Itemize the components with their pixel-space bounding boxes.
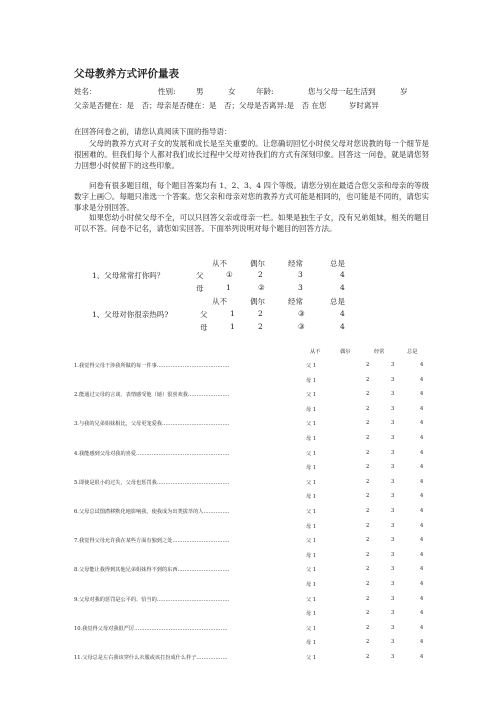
question-text: 9.父母对我的惩罚是公平的、恰当的…………………………………… (74, 596, 230, 603)
name-label: 姓名： (74, 87, 97, 96)
rating-option-4[interactable]: 4 (420, 522, 424, 529)
parent-option-1[interactable]: 父 1 (306, 567, 317, 574)
parent-option-1[interactable]: 父 1 (306, 363, 317, 369)
parent-option-1[interactable]: 母 1 (306, 465, 317, 472)
parent-option-1[interactable]: 父 1 (306, 479, 317, 486)
female-option: 女 (228, 87, 236, 96)
parent-option-1[interactable]: 母 1 (306, 611, 317, 618)
rating-option-2[interactable]: 2 (366, 493, 370, 500)
table-row (74, 406, 434, 415)
rating-option-4[interactable]: 4 (420, 362, 424, 368)
sex-label: 性别: (158, 87, 176, 96)
table-row (74, 654, 434, 663)
rating-option-4[interactable]: 4 (420, 639, 424, 646)
example-1-scale-sometimes: 偶尔 (250, 259, 265, 268)
example-2-scale-often: 经常 (288, 297, 303, 306)
rating-option-3[interactable]: 3 (391, 581, 395, 587)
rating-option-4[interactable]: 4 (420, 551, 424, 558)
example-2-scale-sometimes: 偶尔 (250, 297, 265, 306)
example-2-mother-v4: 4 (340, 322, 345, 331)
parent-option-1[interactable]: 母 1 (306, 377, 317, 384)
parent-option-1[interactable]: 父 1 (306, 625, 317, 632)
document-title: 父母教养方式评价量表 (74, 68, 179, 80)
instruction-paragraph-1: 父母的教养方式对子女的发展和成长是至关重要的。让您确切回忆小时侯父母对您说教的每一个细节是很困难的。但我们每个人都对我们成长过程中父母对待我们的方式有深刻印象。回答这一问卷，就是请您努力回想小时侯留下的这些印象。 (74, 139, 429, 170)
instruction-intro: 在回答问卷之前，请您认真阅读下面的指导语： (74, 127, 232, 136)
rating-option-2[interactable]: 2 (366, 551, 370, 558)
example-2-scale-never: 从不 (212, 297, 227, 306)
rating-option-3[interactable]: 3 (391, 493, 395, 500)
example-2-mother-v2: 2 (258, 322, 263, 331)
table-row (74, 581, 434, 590)
table-row (74, 464, 434, 473)
rating-option-2[interactable]: 2 (366, 624, 370, 631)
rating-option-3[interactable]: 3 (391, 610, 395, 617)
example-2-mother-label: 母 (200, 323, 208, 332)
rating-option-2[interactable]: 2 (366, 566, 370, 573)
rating-option-3[interactable]: 3 (391, 405, 395, 412)
example-2-father-v3: ③ (298, 309, 305, 318)
question-text: 6.父母总试图潜移默化地影响我，使我成为出类拔萃的人…………… (74, 509, 230, 515)
rating-option-2[interactable]: 2 (366, 405, 370, 412)
question-text: 10.我觉得父母对我很严厉……………………………………………… (74, 625, 228, 632)
parent-option-1[interactable]: 父 1 (306, 655, 317, 661)
example-1-scale-never: 从不 (212, 259, 227, 268)
instruction-paragraph-3: 如果您幼小时侯父母不全，可以只回答父亲或母亲一栏。如果是独生子女，没有兄弟姐妹，相关的题目可以不答。问卷不记名，请您如实回答。下面举列说明对每个题目的回答方法。 (74, 213, 429, 233)
respondent-info-line (74, 86, 434, 96)
table-row (74, 596, 434, 605)
example-1-question: 1、父母常常打你吗？ (92, 271, 165, 280)
rating-option-3[interactable]: 3 (391, 435, 395, 441)
rating-option-3[interactable]: 3 (391, 654, 395, 660)
rating-option-3[interactable]: 3 (391, 362, 395, 368)
example-1-scale-often: 经常 (288, 259, 303, 268)
table-row (74, 566, 434, 575)
example-1-father-label: 父 (196, 271, 204, 280)
parent-option-1[interactable]: 父 1 (306, 392, 317, 399)
table-row (74, 639, 434, 648)
rating-option-3[interactable]: 3 (391, 508, 395, 514)
rating-option-3[interactable]: 3 (391, 624, 395, 631)
rating-option-4[interactable]: 4 (420, 493, 424, 500)
table-row (74, 391, 434, 400)
question-text: 2.能通过父母的言谈、表情感受他（她）很喜欢我…………………… (74, 392, 230, 399)
rating-option-3[interactable]: 3 (391, 376, 395, 383)
example-2-father-label: 父 (200, 310, 208, 319)
question-text: 3.与我的兄弟姐妹相比，父母更宠爱我………………………………… (74, 421, 230, 428)
example-1-scale-always: 总是 (330, 259, 345, 268)
years-label: 岁 (400, 87, 408, 96)
table-row (74, 479, 434, 488)
rating-option-2[interactable]: 2 (366, 435, 370, 441)
parent-option-1[interactable]: 母 1 (306, 523, 317, 530)
example-1-mother-v4: 4 (340, 283, 345, 292)
header-never: 从不 (310, 349, 321, 355)
header-sometimes: 偶尔 (340, 349, 351, 355)
parent-option-1[interactable]: 父 1 (306, 596, 317, 603)
rating-option-3[interactable]: 3 (391, 566, 395, 573)
rating-option-2[interactable]: 2 (366, 449, 370, 456)
question-text: 11.父母总是左右我该穿什么衣服或该打扮成什么样子……………… (74, 655, 228, 661)
table-row (74, 420, 434, 429)
table-row (74, 610, 434, 619)
rating-option-3[interactable]: 3 (391, 639, 395, 646)
rating-option-2[interactable]: 2 (366, 522, 370, 529)
parent-option-1[interactable]: 母 1 (306, 494, 317, 501)
table-row (74, 625, 434, 634)
parent-option-1[interactable]: 母 1 (306, 406, 317, 413)
example-2-father-v2: 2 (258, 309, 263, 318)
rating-option-3[interactable]: 3 (391, 449, 395, 456)
rating-option-4[interactable]: 4 (420, 449, 424, 456)
rating-option-4[interactable]: 4 (420, 405, 424, 412)
live-with-label: 您与父母一起生活到 (308, 87, 376, 96)
rating-option-2[interactable]: 2 (366, 478, 370, 485)
rating-option-4[interactable]: 4 (420, 654, 424, 660)
rating-option-2[interactable]: 2 (366, 581, 370, 587)
rating-option-2[interactable]: 2 (366, 654, 370, 660)
rating-option-2[interactable]: 2 (366, 537, 370, 544)
example-2-mother-v1: 1 (230, 322, 235, 331)
table-row (74, 537, 434, 546)
rating-option-4[interactable]: 4 (420, 537, 424, 544)
example-2-father-v4: 4 (340, 309, 345, 318)
example-1-father-v1: ① (226, 270, 233, 279)
table-row (74, 435, 434, 444)
example-1-mother-v2: ② (258, 283, 265, 292)
example-1-father-v4: 4 (340, 270, 345, 279)
rating-option-4[interactable]: 4 (420, 435, 424, 441)
parent-status-line: 父亲是否健在：是 否；母亲是否健在：是 否；父母是否离异:是 否 在您 岁时离异 (74, 101, 379, 110)
table-row (74, 362, 434, 371)
male-option: 男 (196, 87, 204, 96)
rating-option-4[interactable]: 4 (420, 595, 424, 602)
table-row (74, 508, 434, 517)
parent-option-1[interactable]: 母 1 (306, 552, 317, 559)
example-1-mother-v1: 1 (226, 283, 231, 292)
table-row (74, 493, 434, 502)
rating-option-3[interactable]: 3 (391, 420, 395, 427)
table-row (74, 523, 434, 532)
rating-option-4[interactable]: 4 (420, 581, 424, 587)
question-text: 1.我觉得父母干涉我所做的每一件事…………………………………… (74, 363, 230, 369)
rating-option-4[interactable]: 4 (420, 610, 424, 617)
question-text: 8.父母能让我得到其他兄弟姐妹得不到的东西………………………… (74, 567, 230, 574)
question-text: 5.即使是很小的过失，父母也惩罚我…………………………………… (74, 479, 230, 486)
rating-option-4[interactable]: 4 (420, 420, 424, 427)
example-1-mother-v3: 3 (298, 283, 303, 292)
question-text: 7.我觉得父母允许我在某些方面有独到之处…………………………… (74, 538, 230, 545)
instruction-paragraph-2: 问卷有很多题目组，每个题目答案均有 1、2、3、4 四个等级。请您分别在最适合您父亲和母亲的等级数字上画〇。每题只准选一个答案。您父亲和母亲对您的教养方式可能是相同的，也可能是不同的，请您实事求是分别回答。 (74, 181, 429, 212)
rating-option-4[interactable]: 4 (420, 566, 424, 573)
rating-option-3[interactable]: 3 (391, 391, 395, 398)
table-row (74, 552, 434, 561)
parent-option-1[interactable]: 父 1 (306, 421, 317, 428)
rating-option-2[interactable]: 2 (366, 420, 370, 427)
rating-option-2[interactable]: 2 (366, 595, 370, 602)
parent-option-1[interactable]: 父 1 (306, 509, 317, 515)
rating-option-2[interactable]: 2 (366, 508, 370, 514)
rating-option-4[interactable]: 4 (420, 478, 424, 485)
rating-option-4[interactable]: 4 (420, 391, 424, 398)
parent-option-1[interactable]: 母 1 (306, 582, 317, 588)
rating-option-2[interactable]: 2 (366, 639, 370, 646)
parent-option-1[interactable]: 父 1 (306, 450, 317, 457)
rating-option-3[interactable]: 3 (391, 522, 395, 529)
parent-option-1[interactable]: 母 1 (306, 640, 317, 647)
example-1-father-v2: 2 (258, 270, 263, 279)
rating-option-4[interactable]: 4 (420, 376, 424, 383)
rating-option-2[interactable]: 2 (366, 464, 370, 471)
parent-option-1[interactable]: 父 1 (306, 538, 317, 545)
rating-option-3[interactable]: 3 (391, 537, 395, 544)
rating-option-3[interactable]: 3 (391, 551, 395, 558)
example-1-father-v3: 3 (298, 270, 303, 279)
header-often: 经常 (374, 349, 385, 355)
parent-option-1[interactable]: 母 1 (306, 436, 317, 442)
rating-option-4[interactable]: 4 (420, 508, 424, 514)
example-2-question: 1、父母对你很亲热吗? (92, 310, 169, 319)
rating-option-2[interactable]: 2 (366, 610, 370, 617)
question-text: 4.我能感到父母对我的喜爱……………………………………………… (74, 450, 230, 457)
header-always: 总是 (407, 349, 418, 355)
table-row (74, 450, 434, 459)
rating-option-3[interactable]: 3 (391, 464, 395, 471)
example-2-scale-always: 总是 (330, 297, 345, 306)
rating-option-2[interactable]: 2 (366, 362, 370, 368)
rating-option-3[interactable]: 3 (391, 478, 395, 485)
rating-option-2[interactable]: 2 (366, 376, 370, 383)
example-2-mother-v3: ③ (298, 322, 305, 331)
table-row (74, 377, 434, 386)
rating-option-4[interactable]: 4 (420, 624, 424, 631)
table-header-row (74, 348, 434, 357)
rating-option-3[interactable]: 3 (391, 595, 395, 602)
rating-option-4[interactable]: 4 (420, 464, 424, 471)
example-1-mother-label: 母 (196, 284, 204, 293)
age-label: 年龄: (256, 87, 274, 96)
rating-option-2[interactable]: 2 (366, 391, 370, 398)
example-2-father-v1: 1 (230, 309, 235, 318)
